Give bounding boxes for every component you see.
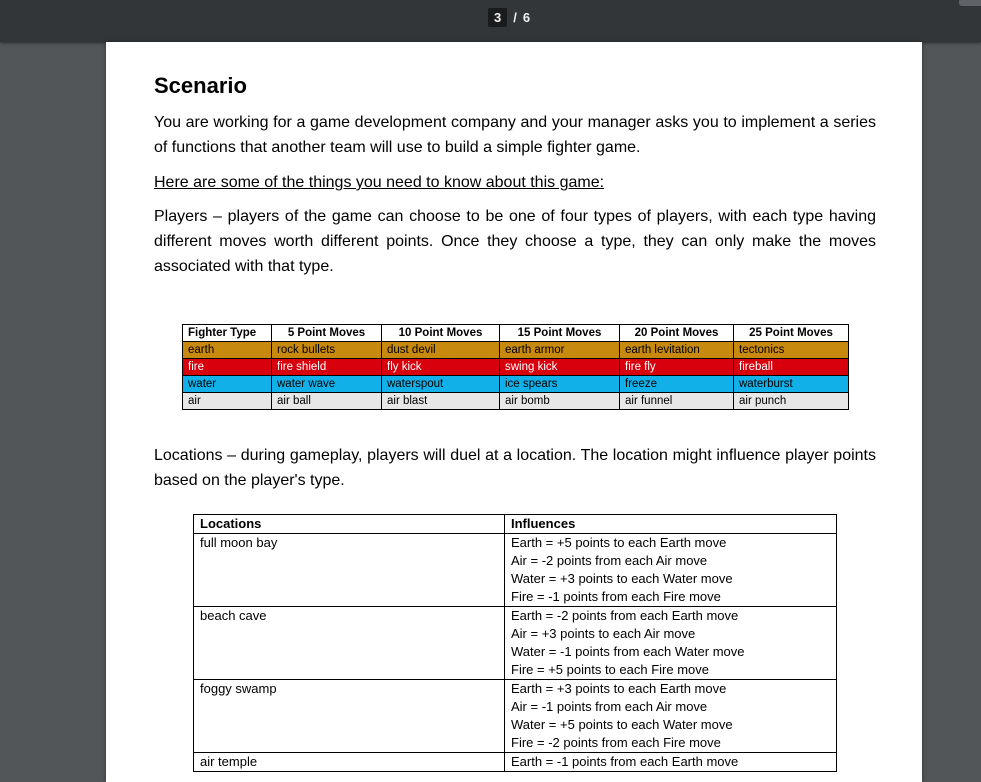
total-pages: 6	[522, 10, 531, 25]
move-cell: air punch	[734, 393, 849, 410]
influence-line: Earth = -2 points from each Earth move	[511, 608, 739, 623]
location-name-cell: full moon bay	[194, 534, 505, 607]
moves-column-header: Fighter Type	[183, 325, 272, 342]
toolbar-corner-button[interactable]	[959, 0, 981, 6]
move-cell: fire fly	[620, 359, 734, 376]
move-cell: rock bullets	[272, 342, 382, 359]
move-cell: air bomb	[500, 393, 620, 410]
moves-column-header: 5 Point Moves	[272, 325, 382, 342]
influences-header: Influences	[505, 515, 837, 534]
fighter-type-cell: water	[183, 376, 272, 393]
influence-line: Air = -2 points from each Air move	[511, 553, 708, 568]
viewer-toolbar	[0, 0, 981, 42]
move-cell: swing kick	[500, 359, 620, 376]
moves-row-water	[183, 376, 849, 393]
players-paragraph: Players – players of the game can choose to be one of four types of players, with each type having different moves worth different points. Once they choose a type, they can only make the moves associated with that type.	[154, 208, 876, 275]
moves-header-row	[183, 325, 849, 342]
influences-cell	[505, 607, 837, 680]
move-cell: fireball	[734, 359, 849, 376]
move-cell: air funnel	[620, 393, 734, 410]
section-subheading: Here are some of the things you need to know about this game:	[154, 174, 605, 191]
fighter-type-cell: air	[183, 393, 272, 410]
influence-line: Earth = +3 points to each Earth move	[511, 681, 727, 696]
influence-line: Air = +3 points to each Air move	[511, 626, 696, 641]
location-name-cell: beach cave	[194, 607, 505, 680]
locations-table	[193, 514, 837, 772]
location-row	[194, 607, 837, 680]
influence-line: Water = -1 points from each Water move	[511, 644, 745, 659]
move-cell: water wave	[272, 376, 382, 393]
move-cell: fly kick	[382, 359, 500, 376]
moves-column-header: 20 Point Moves	[620, 325, 734, 342]
move-cell: waterburst	[734, 376, 849, 393]
move-cell: fire shield	[272, 359, 382, 376]
influences-cell	[505, 680, 837, 753]
move-cell: freeze	[620, 376, 734, 393]
location-row	[194, 753, 837, 772]
fighter-moves-table	[182, 324, 849, 410]
influence-line: Fire = -1 points from each Fire move	[511, 589, 721, 604]
location-row	[194, 534, 837, 607]
influence-line: Earth = +5 points to each Earth move	[511, 535, 727, 550]
influences-cell	[505, 534, 837, 607]
page-separator: /	[513, 10, 517, 25]
influence-line: Water = +5 points to each Water move	[511, 717, 733, 732]
fighter-type-cell: fire	[183, 359, 272, 376]
influence-line: Water = +3 points to each Water move	[511, 571, 733, 586]
locations-paragraph: Locations – during gameplay, players will duel at a location. The location might influence player points based on the player's type.	[154, 447, 876, 489]
moves-column-header: 15 Point Moves	[500, 325, 620, 342]
move-cell: waterspout	[382, 376, 500, 393]
moves-row-earth	[183, 342, 849, 359]
moves-column-header: 10 Point Moves	[382, 325, 500, 342]
influence-line: Earth = -1 points from each Earth move	[511, 754, 739, 769]
page-indicator	[488, 7, 530, 28]
locations-header-row	[194, 515, 837, 534]
moves-row-air	[183, 393, 849, 410]
move-cell: tectonics	[734, 342, 849, 359]
locations-table-body	[194, 534, 837, 772]
move-cell: earth levitation	[620, 342, 734, 359]
location-row	[194, 680, 837, 753]
move-cell: air blast	[382, 393, 500, 410]
moves-column-header: 25 Point Moves	[734, 325, 849, 342]
influence-line: Fire = -2 points from each Fire move	[511, 735, 721, 750]
move-cell: earth armor	[500, 342, 620, 359]
influences-cell	[505, 753, 837, 772]
moves-table-body	[183, 342, 849, 410]
document-page	[106, 42, 922, 782]
location-name-cell: air temple	[194, 753, 505, 772]
page-heading: Scenario	[154, 73, 247, 98]
scenario-paragraph: You are working for a game development company and your manager asks you to implement a series of functions that another team will use to build a simple fighter game.	[154, 114, 876, 156]
location-name-cell: foggy swamp	[194, 680, 505, 753]
influence-line: Fire = +5 points to each Fire move	[511, 662, 709, 677]
move-cell: dust devil	[382, 342, 500, 359]
locations-header: Locations	[194, 515, 505, 534]
moves-row-fire	[183, 359, 849, 376]
move-cell: air ball	[272, 393, 382, 410]
fighter-type-cell: earth	[183, 342, 272, 359]
influence-line: Air = -1 points from each Air move	[511, 699, 708, 714]
current-page-input[interactable]: 3	[488, 8, 507, 27]
move-cell: ice spears	[500, 376, 620, 393]
